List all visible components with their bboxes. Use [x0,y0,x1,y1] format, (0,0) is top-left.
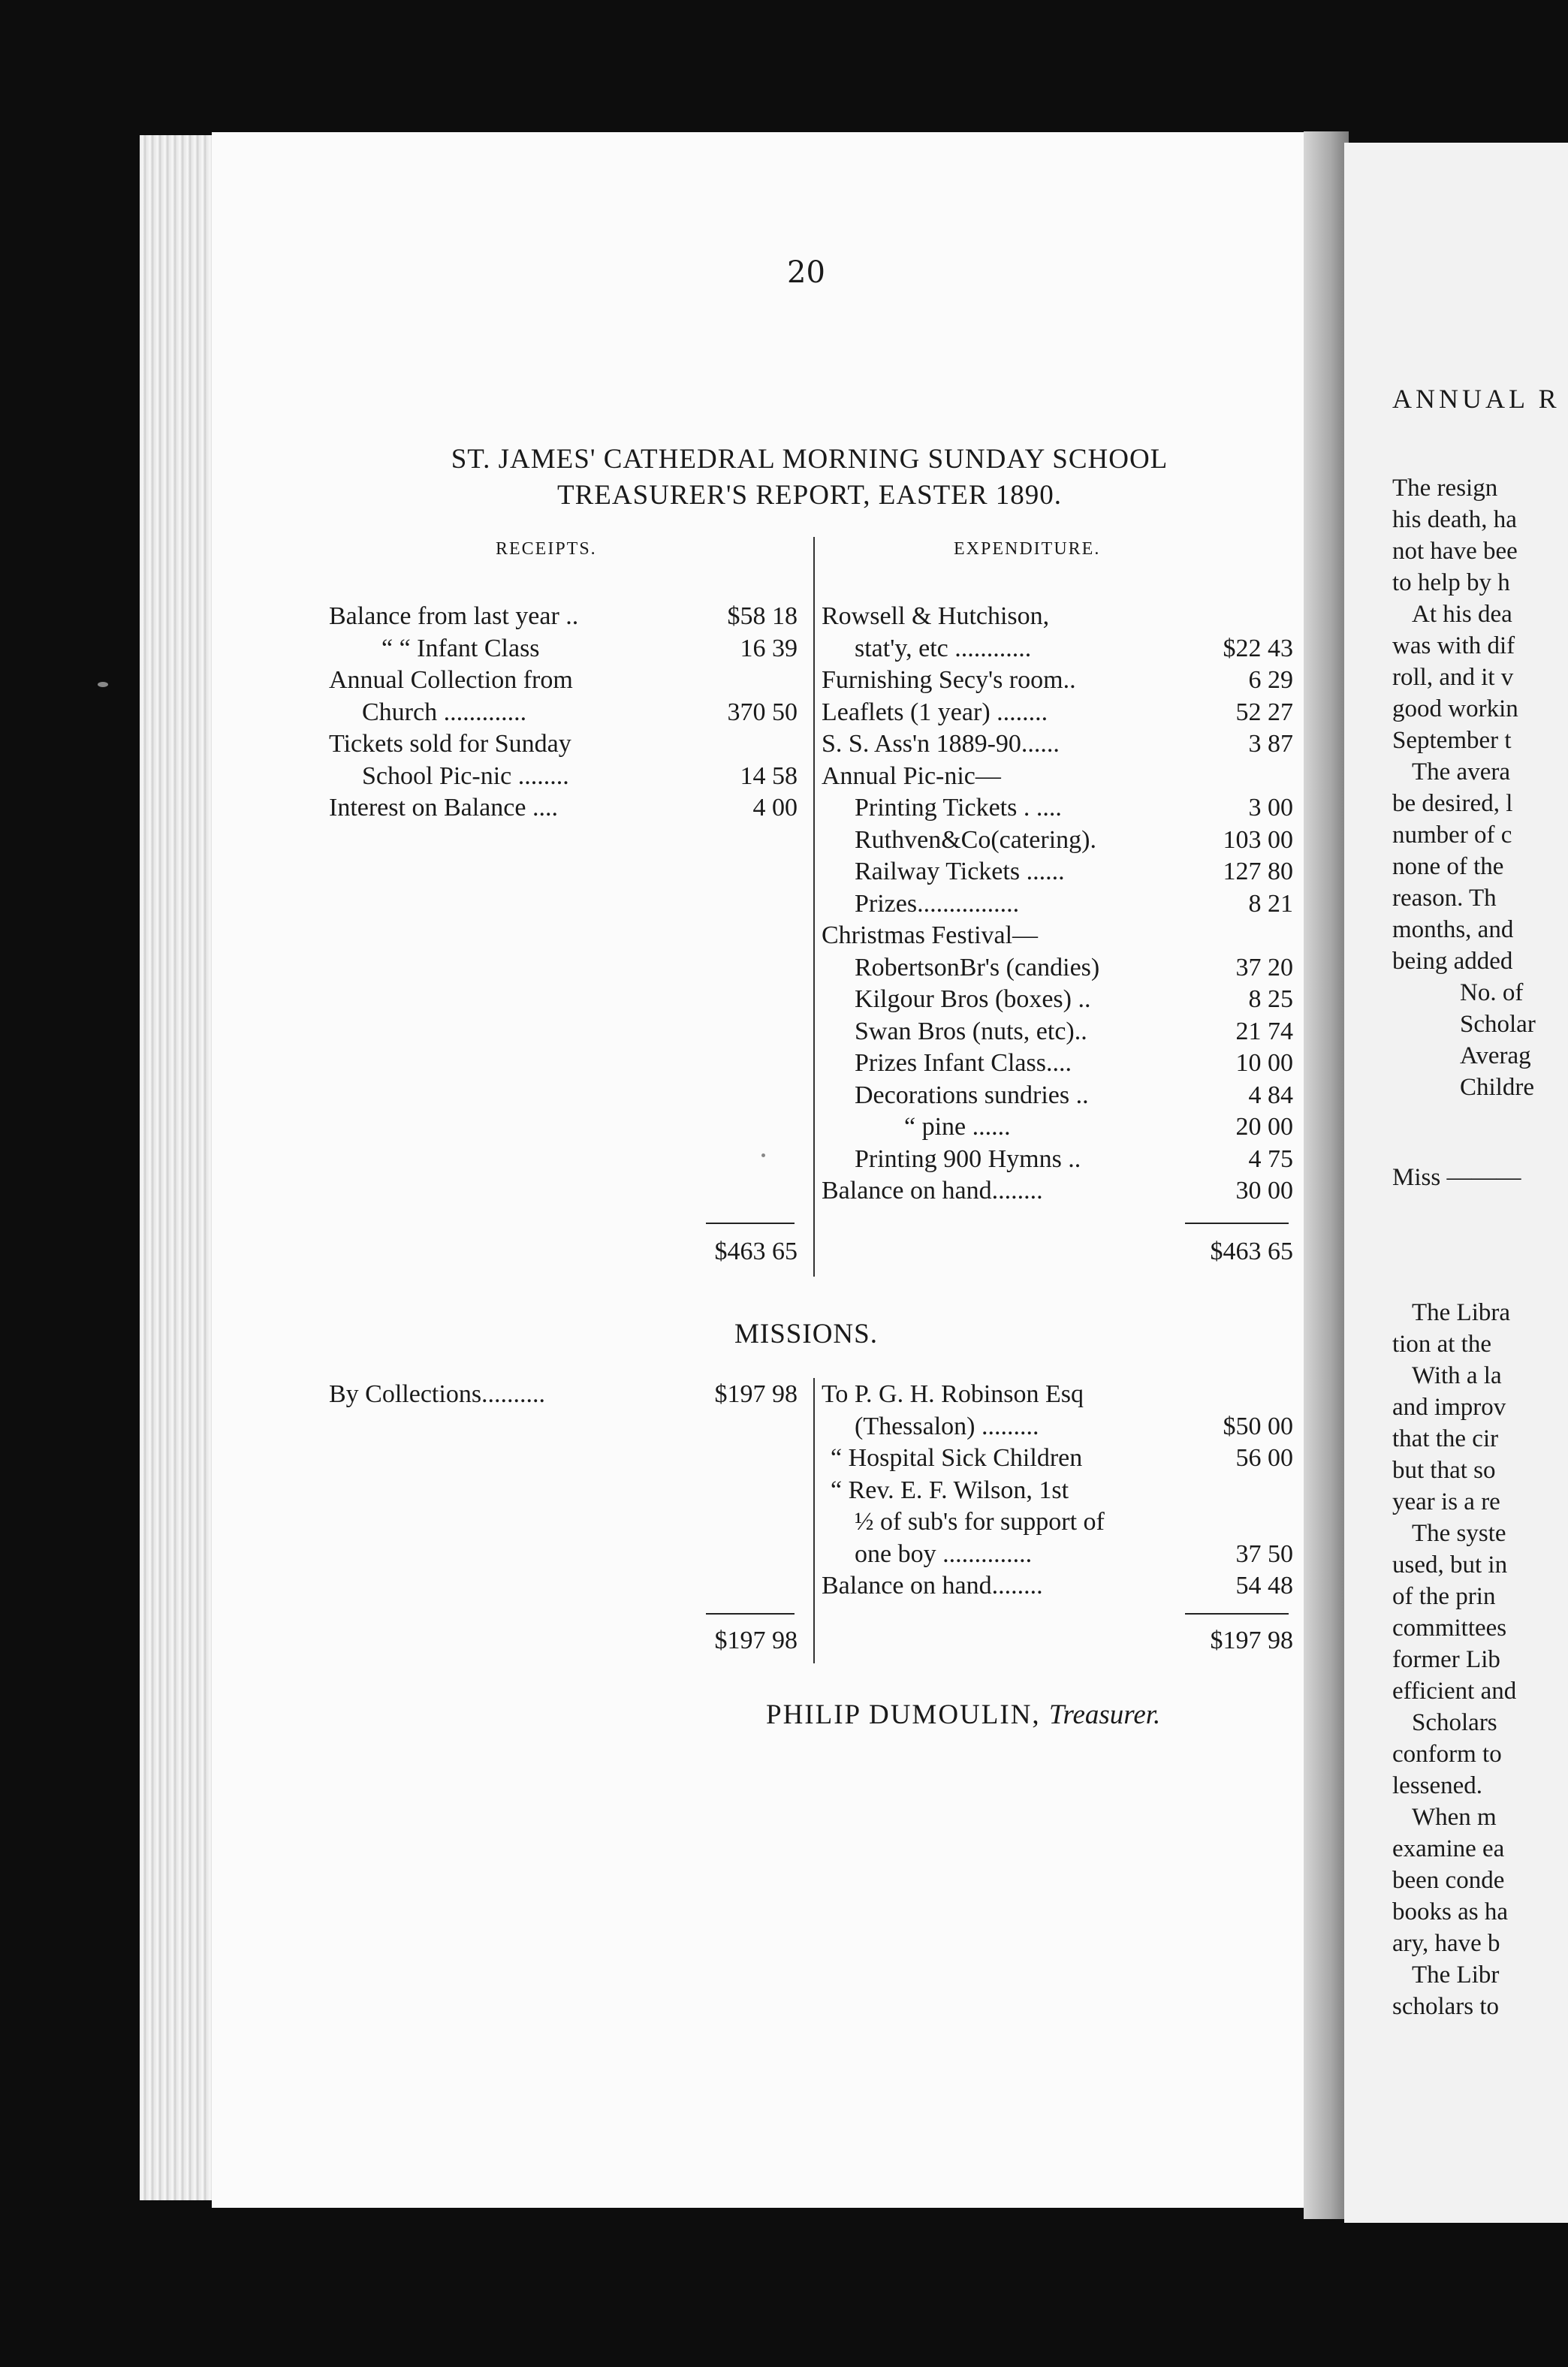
ledger-line-amount: 54 48 [1235,1572,1293,1600]
facing-page-line: Miss ——— [1392,1164,1521,1191]
ledger-line [855,1080,1293,1111]
receipts-total-rule [706,1223,795,1224]
ledger-line [822,697,1293,728]
facing-page-line: With a la [1412,1362,1502,1389]
ledger-line-label: one boy .............. [855,1539,1033,1568]
ledger-line-amount: $22 43 [1223,634,1293,662]
dust-speck [761,1153,765,1157]
ledger-line-amount: $58 18 [727,602,798,630]
ledger-line-amount: 127 80 [1223,858,1293,885]
missions-payments-total-amount: $197 98 [1210,1627,1293,1654]
page-number: 20 [787,255,825,290]
ledger-line-label: Ruthven&Co(catering). [855,825,1096,854]
ledger-line [831,1443,1293,1474]
ledger-line [329,665,798,696]
ledger-line-label: Annual Collection from [329,666,573,694]
report-title [329,442,1290,514]
ledger-line-amount: 3 87 [1248,730,1293,758]
ledger-line [855,984,1293,1015]
ledger-line [855,1144,1293,1175]
missions-receipts-total [676,1625,798,1657]
ledger-line-label: Balance from last year .. [329,602,579,630]
missions-heading: MISSIONS. [734,1319,878,1349]
ledger-line-label: By Collections.......... [329,1380,546,1408]
missions-payments-total [1156,1625,1293,1657]
facing-page-line: When m [1412,1804,1497,1831]
book-gutter [1304,131,1349,2219]
ledger-line [822,761,1293,792]
ledger-line-label: To P. G. H. Robinson Esq [822,1380,1084,1408]
receipts-heading: RECEIPTS. [496,539,597,559]
missions-payments-total-rule [1185,1613,1289,1615]
ledger-line [855,1048,1293,1079]
facing-page-line: September t [1392,727,1512,754]
facing-page-line: Scholar [1460,1011,1536,1038]
facing-page-line: used, but in [1392,1551,1508,1579]
ledger-line-amount: 4 00 [752,794,798,822]
ledger-line-amount: 21 74 [1235,1017,1293,1045]
ledger-line-label: RobertsonBr's (candies) [855,953,1100,981]
facing-page-line: roll, and it v [1392,664,1514,691]
ledger-line-label: “ pine ...... [904,1113,1011,1141]
expenditure-total [1156,1236,1293,1268]
ledger-line [381,633,798,665]
ledger-line-label: School Pic-nic ........ [362,761,569,790]
facing-page-line: The resign [1392,475,1498,502]
ledger-line-amount: $50 00 [1223,1412,1293,1440]
ledger-line [831,1475,1293,1506]
facing-page-line: efficient and [1392,1678,1517,1705]
facing-page-line: was with dif [1392,632,1515,659]
facing-page-line: tion at the [1392,1331,1491,1358]
ledger-line-label: Balance on hand........ [822,1572,1043,1600]
ledger-line-amount: 370 50 [727,698,798,726]
ledger-line-label: stat'y, etc ............ [855,634,1032,662]
ledger-line-label: Decorations sundries .. [855,1081,1089,1109]
column-divider [813,537,815,1277]
dust-speck [98,682,108,687]
facing-page-line: No. of [1460,979,1524,1006]
ledger-line [822,1570,1293,1602]
ledger-line [329,1379,798,1410]
facing-page-line: that the cir [1392,1425,1499,1452]
ledger-line-label: Balance on hand........ [822,1177,1043,1205]
facing-page-line: year is a re [1392,1488,1500,1515]
ledger-line-label: Swan Bros (nuts, etc).. [855,1017,1087,1045]
facing-page-line: Scholars [1412,1709,1497,1736]
ledger-line-amount: 37 20 [1235,953,1293,981]
facing-page-line: At his dea [1412,601,1512,628]
facing-page-line: good workin [1392,695,1518,722]
ledger-line-label: Printing Tickets . .... [855,794,1062,822]
title-line-1: ST. JAMES' CATHEDRAL MORNING SUNDAY SCHOOL [451,444,1168,475]
ledger-line-amount: 56 00 [1235,1444,1293,1472]
ledger-line-label: “ Rev. E. F. Wilson, 1st [831,1476,1069,1504]
ledger-line-amount: 37 50 [1235,1539,1293,1568]
ledger-line-label: Interest on Balance .... [329,794,558,822]
facing-page-line: Childre [1460,1074,1534,1101]
ledger-line-label: Printing 900 Hymns .. [855,1144,1081,1173]
ledger-line-label: S. S. Ass'n 1889-90...... [822,730,1060,758]
ledger-line-amount: 10 00 [1235,1049,1293,1077]
expenditure-heading: EXPENDITURE. [954,539,1101,559]
facing-page-line: scholars to [1392,1993,1500,2020]
ledger-line [855,825,1293,856]
ledger-line-amount: 3 00 [1248,794,1293,822]
missions-column-divider [813,1378,815,1663]
ledger-line-label: (Thessalon) ......... [855,1412,1039,1440]
ledger-line-amount: 52 27 [1235,698,1293,726]
facing-page-line: committees [1392,1615,1507,1642]
treasurer-signature [766,1699,1160,1731]
ledger-line-label: Furnishing Secy's room.. [822,666,1076,694]
facing-page-line: examine ea [1392,1835,1505,1862]
expenditure-total-rule [1185,1223,1289,1224]
ledger-line-label: Christmas Festival— [822,921,1039,949]
ledger-line-amount: 8 25 [1248,985,1293,1013]
facing-page-line: been conde [1392,1867,1505,1894]
facing-page-line: reason. Th [1392,885,1497,912]
ledger-line-label: Church ............. [362,698,527,726]
ledger-line-label: “ Hospital Sick Children [831,1444,1083,1472]
ledger-line-label: Tickets sold for Sunday [329,730,571,758]
facing-page-line: books as ha [1392,1898,1508,1925]
book-page-edges [140,135,219,2200]
treasurer-name: PHILIP DUMOULIN, [766,1699,1041,1730]
expenditure-total-amount: $463 65 [1210,1238,1293,1265]
ledger-line-amount: 103 00 [1223,825,1293,854]
ledger-line-amount: 30 00 [1235,1177,1293,1205]
ledger-line-amount: 4 75 [1248,1144,1293,1173]
ledger-line [855,633,1293,665]
ledger-line-label: Leaflets (1 year) ........ [822,698,1048,726]
facing-page-heading: ANNUAL R [1392,384,1560,414]
ledger-line-amount: 16 39 [740,634,798,662]
facing-page-line: and improv [1392,1394,1506,1421]
missions-receipts-total-rule [706,1613,795,1615]
ledger-line [855,888,1293,920]
facing-page-line: ary, have b [1392,1930,1500,1957]
ledger-line [329,728,798,760]
facing-page-line: Averag [1460,1042,1531,1069]
ledger-line [822,1379,1293,1410]
facing-page [1344,143,1568,2223]
ledger-line-amount: 8 21 [1248,889,1293,918]
ledger-line [855,1539,1293,1570]
facing-page-line: be desired, l [1392,790,1513,817]
ledger-line [855,1411,1293,1443]
ledger-line-label: Prizes Infant Class.... [855,1049,1072,1077]
ledger-line-label: Railway Tickets ...... [855,858,1065,885]
title-line-2: TREASURER'S REPORT, EASTER 1890. [556,480,1063,511]
ledger-line [822,728,1293,760]
ledger-line [822,601,1293,632]
facing-page-line: not have bee [1392,538,1518,565]
ledger-line-label: Kilgour Bros (boxes) .. [855,985,1091,1013]
ledger-line-label: Rowsell & Hutchison, [822,602,1050,630]
ledger-line-amount: 20 00 [1235,1113,1293,1141]
facing-page-line: The avera [1412,758,1510,785]
ledger-line [855,792,1293,824]
facing-page-line: The syste [1412,1520,1506,1547]
ledger-line-label: Prizes................ [855,889,1020,918]
facing-page-line: to help by h [1392,569,1510,596]
ledger-line-amount: $197 98 [714,1380,798,1408]
ledger-line-amount: 4 84 [1248,1081,1293,1109]
ledger-line [362,761,798,792]
facing-page-line: being added [1392,948,1513,975]
facing-page-line: none of the [1392,853,1504,880]
ledger-line [329,792,798,824]
facing-page-line: former Lib [1392,1646,1500,1673]
ledger-line-label: Annual Pic-nic— [822,761,1001,790]
facing-page-line: lessened. [1392,1772,1483,1799]
ledger-line [855,1016,1293,1048]
facing-page-line: conform to [1392,1741,1502,1768]
ledger-line-label: “ “ Infant Class [381,634,540,662]
ledger-line [855,1506,1293,1538]
missions-receipts-total-amount: $197 98 [714,1627,798,1654]
ledger-line-label: ½ of sub's for support of [855,1508,1105,1536]
ledger-line-amount: 14 58 [740,761,798,790]
facing-page-line: but that so [1392,1457,1496,1484]
ledger-line [822,920,1293,951]
facing-page-line: The Libra [1412,1299,1511,1326]
ledger-line [855,952,1293,984]
ledger-line-amount: 6 29 [1248,666,1293,694]
receipts-total-amount: $463 65 [714,1238,798,1265]
ledger-line [904,1111,1293,1143]
facing-page-line: of the prin [1392,1583,1496,1610]
ledger-line [855,856,1293,888]
ledger-line [329,601,798,632]
facing-page-line: number of c [1392,822,1512,849]
facing-page-line: months, and [1392,916,1514,943]
facing-page-line: his death, ha [1392,506,1517,533]
facing-page-line: The Libr [1412,1961,1500,1989]
ledger-line [822,1175,1293,1207]
treasurer-role: Treasurer. [1048,1699,1161,1730]
ledger-line [822,665,1293,696]
receipts-total [676,1236,798,1268]
ledger-line [362,697,798,728]
